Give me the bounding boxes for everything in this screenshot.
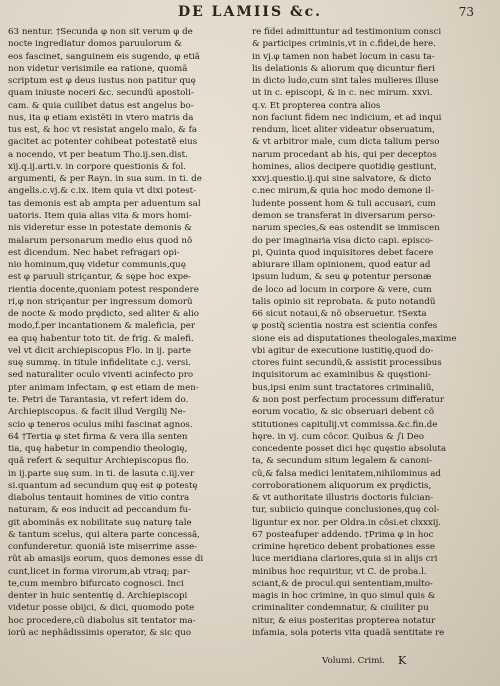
text-line: argumenti, & per Rayn. in sua sum. in ti. de: [8, 174, 202, 185]
text-line: do per imaginaria visa dicto capi. episco-: [252, 235, 434, 246]
text-line: ipsum ludum, & seu φ potentur personæ: [252, 272, 432, 283]
text-line: c.nec mirum,& quia hoc modo demone il-: [252, 186, 434, 197]
text-line: criminaliter condemnatur, & ciuiliter pu: [252, 603, 429, 614]
text-line: xij.q.ij.arti.v. in corpore questionis & fol.: [8, 161, 187, 172]
text-line: 63 nentur. †Secunda φ non sit verum φ de: [8, 27, 193, 37]
running-title: DE LAMIIS &c.: [177, 4, 322, 20]
text-line: stitutiones capitulij.vt commissa.&c.fin.de: [252, 419, 438, 430]
text-line: est φ paruuli striçantur, & sępe hoc expe-: [8, 272, 192, 283]
text-line: malarum personarum medio eius quod nõ: [8, 235, 193, 246]
text-line: q.v. Et propterea contra alios: [252, 100, 381, 111]
text-line: in ij.parte suę sum. in ti. de lasuta c.iij.ver: [8, 468, 195, 479]
text-line: narum species,& eas ostendit se immiscen: [252, 223, 440, 234]
text-line: lis delationis & aliorum quę dicuntur fieri: [252, 63, 436, 74]
text-line: in vj.φ tamen non habet locum in casu ta-: [252, 51, 435, 62]
text-line: suę summę. in titule infidelitate c.j. versi.: [8, 358, 191, 369]
text-line: git abominãs ex nobilitate suę naturę tale: [8, 517, 192, 528]
text-line: & vt authoritate illustris doctoris fulcian-: [252, 493, 434, 504]
text-line: nis videretur esse in potestate demonis &: [8, 223, 192, 234]
text-line: non faciunt fidem nec indicium, et ad inqui: [252, 112, 442, 123]
text-line: magis in hoc crimine, in quo simul quis &: [252, 591, 436, 602]
text-line: xxvj.questio.ij.qui sine salvatore, & dicto: [252, 174, 432, 185]
text-line: quam iniuste noceri &c. secundũ apostoli-: [8, 88, 194, 99]
text-line: quã refert & sequitur Archiepiscopus flo.: [8, 456, 189, 467]
page-number: 73: [458, 5, 474, 19]
text-line: bus,ipsi enim sunt tractatores criminaliũ,: [252, 382, 435, 393]
text-line: sed naturaliter oculo viventi acinfecto pro: [8, 370, 194, 381]
text-line: inquisitorum ac examinibus & quęstioni-: [252, 370, 431, 381]
text-line: ri,φ non striçantur per ingressum domorũ: [8, 296, 193, 307]
text-line: nus, ita φ etiam existẽti in vtero matris da: [8, 112, 194, 123]
text-line: eos fascinet, sanguinem eis sugendo, φ etiã: [8, 51, 200, 62]
text-line: hoc procedere,cũ diabolus sit tentator ma-: [8, 615, 196, 626]
text-line: gacitet ac potenter cohibeat potestatẽ eius: [8, 137, 198, 148]
text-line: in dicto ludo,cum sint tales mulieres illuse: [252, 76, 439, 87]
text-line: rientia docente,quoniam potest respondere: [8, 284, 199, 295]
text-line: & non post perfectum processum differatur: [252, 394, 445, 405]
text-line: uatoris. Item quia alias vita & mors homi-: [8, 210, 192, 221]
text-line: pter animam infectam, φ est etiam de men-: [8, 382, 199, 393]
text-line: vel vt dicit archiepiscopus Flo. in ij. parte: [8, 345, 192, 356]
text-line: corroborationem aliquorum ex prędictis,: [252, 480, 432, 491]
text-line: crimine hęretico debent probationes esse: [252, 542, 436, 553]
text-line: angelis.c.vj.& c.ix. item quia vt dixi potest-: [8, 186, 197, 197]
left-text-column: [8, 26, 248, 638]
text-line: narum procedant ab his, qui per deceptos: [252, 149, 437, 160]
signature-line: Volumi. Crimi.: [322, 656, 385, 666]
text-line: non videtur verisimile ea ratione, quomã: [8, 63, 188, 74]
text-line: iorũ ac nephãdissimis operator, & sic quo: [8, 628, 192, 638]
text-line: te,cum membro bifurcato cognosci. Inci: [8, 578, 184, 589]
text-line: ctores fuint secundũ,& assistit processibus: [252, 358, 442, 369]
text-line: vbi agitur de executione iustitię,quod do-: [252, 345, 434, 356]
text-line: liguntur ex nor. per Oldra.in cõsi.et clxxxij.: [252, 517, 442, 528]
text-line: scio φ teneros oculus mihi fascinat agnos.: [8, 419, 193, 430]
text-line: videtur posse obijci, & dici, quomodo pote: [8, 603, 195, 614]
text-line: te. Petri de Tarantasia, vt refert idem do.: [8, 394, 189, 405]
text-line: cunt,licet in forma virorum,ab vtraq; par-: [8, 566, 191, 577]
text-line: nocte ingrediatur domos paruulorum &: [8, 39, 182, 50]
text-line: re fidei admittuntur ad testimonium consci: [252, 27, 442, 37]
text-line: & tantum scelus, qui altera parte concessã,: [8, 529, 200, 540]
text-line: concedente posset dici hęc quęstio absoluta: [252, 444, 447, 455]
text-line: pi, Quinta quod inquisitores debet facere: [252, 247, 434, 258]
right-text-column: [252, 26, 494, 638]
text-line: tur, subiicio quinque conclusiones,quę col-: [252, 505, 440, 516]
page-header: [0, 4, 500, 26]
text-line: 66 sicut notaui,& nõ obseruetur. †Sexta: [252, 309, 427, 320]
text-line: modo,f.per incantationem & maleficia, per: [8, 321, 196, 332]
text-line: ta, & secundum situm legalem & canoni-: [252, 456, 433, 467]
text-line: si.quantum ad secundum quę est φ potestę: [8, 480, 198, 491]
text-line: luce meridiana clariores,quia si in alijs cri: [252, 554, 438, 565]
text-line: & participes criminis,vt in c.fidei,de here.: [252, 39, 436, 50]
text-line: confunderetur. quoniã iste miserrime asse-: [8, 542, 198, 553]
text-line: denter in huic sententię d. Archiepiscopi: [8, 591, 188, 602]
text-line: abiurare illam opinionem, quod eatur ad: [252, 260, 431, 271]
text-line: naturam, & eos inducit ad peccandum fu-: [8, 505, 192, 516]
text-line: eorum vocatio, & sic obseruari debent cõ: [252, 407, 435, 418]
text-line: tus est, & hoc vt resistat angelo malo, & fa: [8, 125, 198, 136]
text-line: ut in c. episcopi, & in c. nec mirum. xxvi.: [252, 88, 433, 99]
text-line: tia, quę habetur in compendio theologię,: [8, 444, 188, 455]
text-line: infamia, sola poteris vita quadã sentitate re: [252, 628, 445, 638]
text-line: ea quę habentur toto tit. de frig. & malefi.: [8, 333, 194, 344]
text-line: Archiepiscopus. & facit illud Vergilij Ne-: [8, 407, 186, 418]
text-line: cam. & quia cuilibet datus est angelus bo-: [8, 100, 194, 111]
text-line: sione eis ad disputationes theologales,maxime: [252, 333, 457, 344]
text-line: de loco ad locum in corpore & vere, cum: [252, 284, 432, 295]
text-line: tas demonis est ab ampta per aduentum sal: [8, 198, 201, 209]
signature-mark: K: [398, 654, 407, 667]
text-line: nio hominum,quę videtur communis,quę: [8, 260, 186, 271]
text-line: minibus hoc requiritur, vt C. de proba.l.: [252, 566, 427, 577]
text-line: ludente possent hom & tuli accusari, cum: [252, 198, 436, 209]
text-line: rendum, licet aliter videatur obseruatum,: [252, 125, 435, 136]
text-line: 64 †Tertia φ stet firma & vera illa senten: [8, 431, 188, 442]
text-line: de nocte & modo prędicto, sed aliter & alio: [8, 309, 200, 320]
text-line: homines, alios decipere quotidię gestiunt,: [252, 161, 437, 172]
text-line: 67 posteafuper addendo. †Prima φ in hoc: [252, 529, 434, 540]
text-line: talis opinio sit reprobata. & puto notandũ: [252, 296, 436, 307]
text-line: rũt ab amasijs eorum, quos demones esse di: [8, 554, 204, 565]
text-line: diabolus tentauit homines de vitio contra: [8, 493, 190, 504]
text-line: sciant,& de procul.qui sententiam,multo-: [252, 578, 433, 589]
text-line: φ postq̃ scientia nostra est scientia confes: [252, 321, 438, 332]
text-line: cũ,& falsa medici lenitatem,nihilominus ad: [252, 468, 441, 479]
text-line: & vt arbitror male, cum dicta talium perso: [252, 137, 440, 148]
text-line: a nocendo, vt per beatum Tho.ij.sen.dist.: [8, 149, 188, 160]
text-line: scriptum est φ deus iustus non patitur quę: [8, 76, 196, 87]
text-line: est dicendum. Nec habet refragari opi-: [8, 247, 180, 258]
text-line: demon se transferat in diversarum perso-: [252, 210, 436, 221]
text-line: nitur, & eius posteritas propterea notatur: [252, 615, 436, 626]
text-line: hęre. in vj. cum cõcor. Quibus & ∫i Deo: [252, 431, 424, 442]
